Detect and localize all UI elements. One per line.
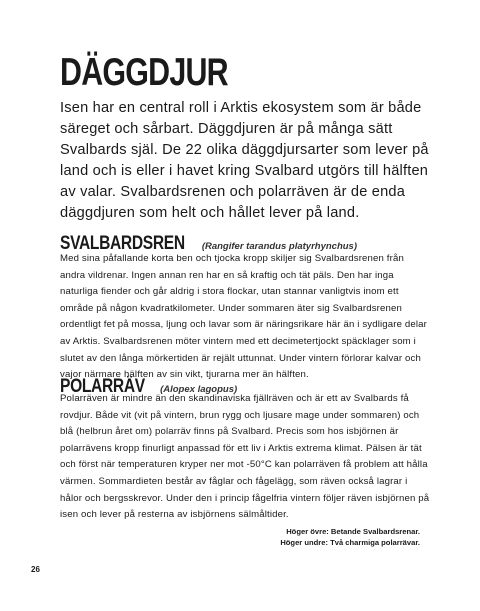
latin-name: (Rangifer tarandus platyrhynchus) <box>201 241 358 252</box>
latin-name: (Alopex lagopus) <box>160 384 238 395</box>
intro-paragraph: Isen har en central roll i Arktis ekosystem som är både säreget och sårbart. Däggdjuren är på många sätt Svalbards själ. De 22 olika däggdjursarter som lever på land och is eller i havet kring Svalbard utgörs till hälften av valar. Svalbardsrenen och polarräven är de enda däggdjuren som helt och hållet lever på land. <box>60 100 429 221</box>
page-title: DÄGGDJUR <box>60 51 228 94</box>
photo-captions <box>280 526 420 548</box>
page-number: 26 <box>31 565 40 574</box>
section-body-polarrav: Polarräven är mindre än den skandinaviska fjällräven och är ett av Svalbards få rovdjur. Både vit (vit på vintern, brun rygg och ljusare mage under sommaren) och blå (helbrun året om) polarräv finns på Svalbard. Precis som hos isbjörnen är polarrävens kropp finurligt anpassad för ett liv i Arktis extrema klimat. Pälsen är tät och först när temperaturen kryper ner mot -50°C kan polarräven få problem att hålla värmen. Sommardieten består av fåglar och fågelägg, som räven också lagrar i hålor och bergsskrevor. Under den i princip fågelfria vintern följer räven isbjörnen på isen och lever på resterna av isbjörnens sälmåltider. <box>60 393 430 521</box>
section-title: POLARRÄV <box>60 376 145 397</box>
caption-upper: Höger övre: Betande Svalbardsrenar. <box>286 527 420 536</box>
caption-lower: Höger undre: Två charmiga polarrävar. <box>280 538 420 547</box>
section-title: SVALBARDSREN <box>60 233 185 254</box>
section-body-svalbardsren: Med sina påfallande korta ben och tjocka kropp skiljer sig Svalbardsrenen från andra vildrenar. Ingen annan ren har en så kraftig och tät päls. Den har inga naturliga fiender och går aldrig i stora flockar, utan stannar vanligtvis inom ett område på någon kvadratkilometer. Under sommaren äter sig Svalbardsrenen ordentligt fet på mossa, ljung och lavar som är näringsrikare här än i sydligare delar av Arktis. Svalbardsrenen möter vintern med ett decimetertjockt späcklager som i slutet av den långa mörkertiden är rejält uttunnat. Under vintern förlorar kalvar och vajor närmare hälften av sin vikt, tjurarna mer än hälften. <box>60 253 427 381</box>
